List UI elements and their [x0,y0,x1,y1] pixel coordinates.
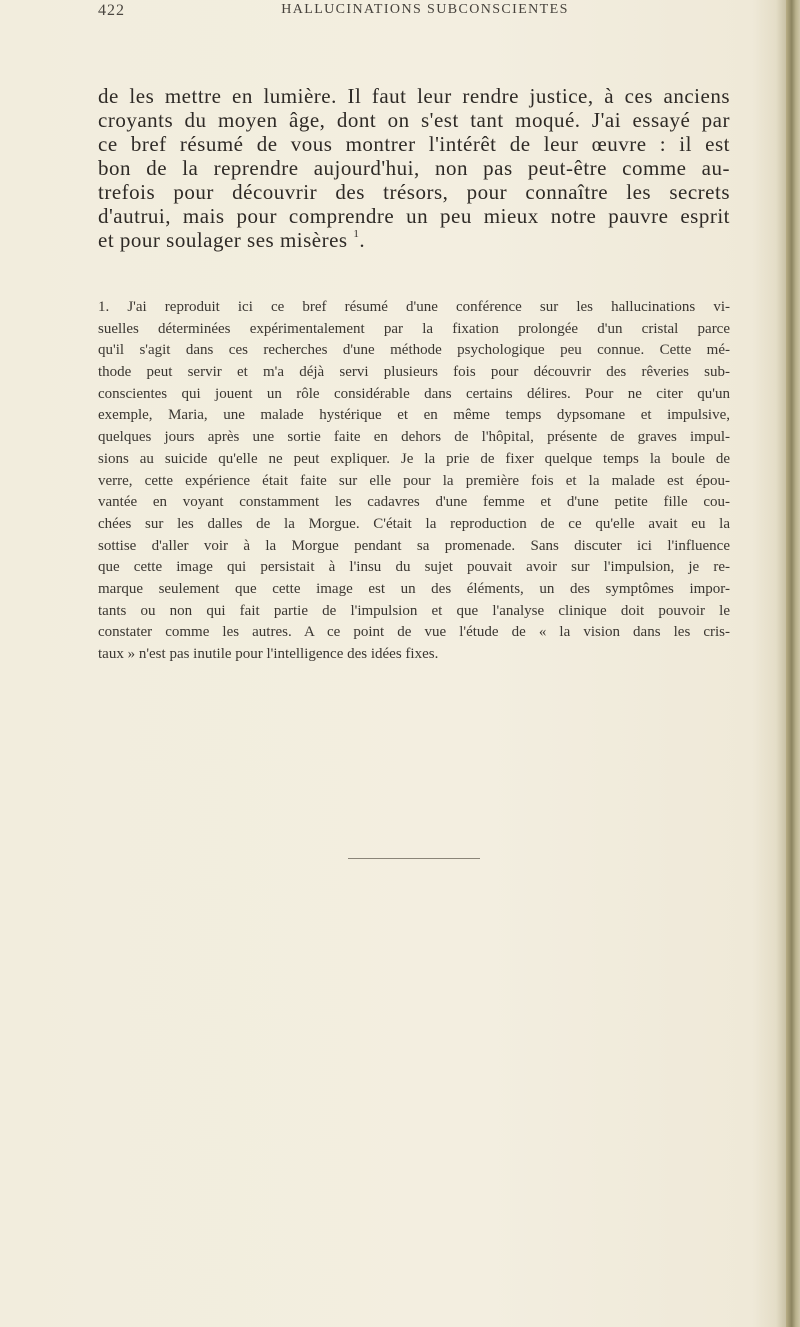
body-line: d'autrui, mais pour comprendre un peu mieux notre pauvre esprit [98,204,730,228]
footnote-line: vantée en voyant constamment les cadavres d'une femme et d'une petite fille cou- [98,494,730,511]
footnote-line: 1. J'ai reproduit ici ce bref résumé d'une conférence sur les hallucinations vi- [98,299,730,315]
body-line-text: et pour soulager ses misères [98,228,348,252]
body-line: croyants du moyen âge, dont on s'est tant moqué. J'ai essayé par [98,108,730,132]
footnote-line: quelques jours après une sortie faite en dehors de l'hôpital, présente de graves impul- [98,429,730,446]
page-number: 422 [98,2,125,19]
body-line: ce bref résumé de vous montrer l'intérêt de leur œuvre : il est [98,132,730,156]
body-line: bon de la reprendre aujourd'hui, non pas peut-être comme au- [98,156,730,180]
footnote-line: suelles déterminées expérimentalement par la fixation prolongée d'un cristal parce [98,320,730,337]
footnote-line: tants ou non qui fait partie de l'impulsion et que l'analyse clinique doit pouvoir le [98,602,730,619]
body-line-last: et pour soulager ses misères $^1$. [98,228,366,252]
section-rule [348,858,480,859]
main-paragraph [98,84,730,252]
footnote-line: qu'il s'agit dans ces recherches d'une méthode psychologique peu connue. Cette mé- [98,342,730,359]
page-header [98,2,730,24]
footnote-line: que cette image qui persistait à l'insu du sujet pouvait avoir sur l'impulsion, je re- [98,559,730,576]
footnote-line: marque seulement que cette image est un des éléments, un des symptômes impor- [98,580,730,597]
body-line: de les mettre en lumière. Il faut leur rendre justice, à ces anciens [98,84,730,108]
footnote-reference: 1 [353,228,360,240]
footnote-line: constater comme les autres. A ce point de vue l'étude de « la vision dans les cris- [98,624,730,641]
footnote-line: chées sur les dalles de la Morgue. C'était la reproduction de ce qu'elle avait eu la [98,515,730,532]
footnote-line: conscientes qui jouent un rôle considérable dans certains délires. Pour ne citer qu'un [98,385,730,402]
page-edge [786,0,800,1327]
footnote-line-last: taux » n'est pas inutile pour l'intelligence des idées fixes. [98,646,439,662]
footnote-line: thode peut servir et m'a déjà servi plusieurs fois pour découvrir des rêveries sub- [98,364,730,381]
running-head: HALLUCINATIONS SUBCONSCIENTES [281,2,569,17]
page-edge-shadow [776,0,786,1327]
body-line: trefois pour découvrir des trésors, pour connaître les secrets [98,180,730,204]
footnote-line: sions au suicide qu'elle ne peut expliquer. Je la prie de fixer quelque temps la boule de [98,450,730,467]
footnote [98,297,730,666]
footnote-line: verre, cette expérience était faite sur elle pour la première fois et la malade est épou- [98,472,730,489]
footnote-line: exemple, Maria, une malade hystérique et en même temps dypsomane et impulsive, [98,407,730,424]
footnote-line: sottise d'aller voir à la Morgue pendant sa promenade. Sans discuter ici l'influence [98,537,730,554]
